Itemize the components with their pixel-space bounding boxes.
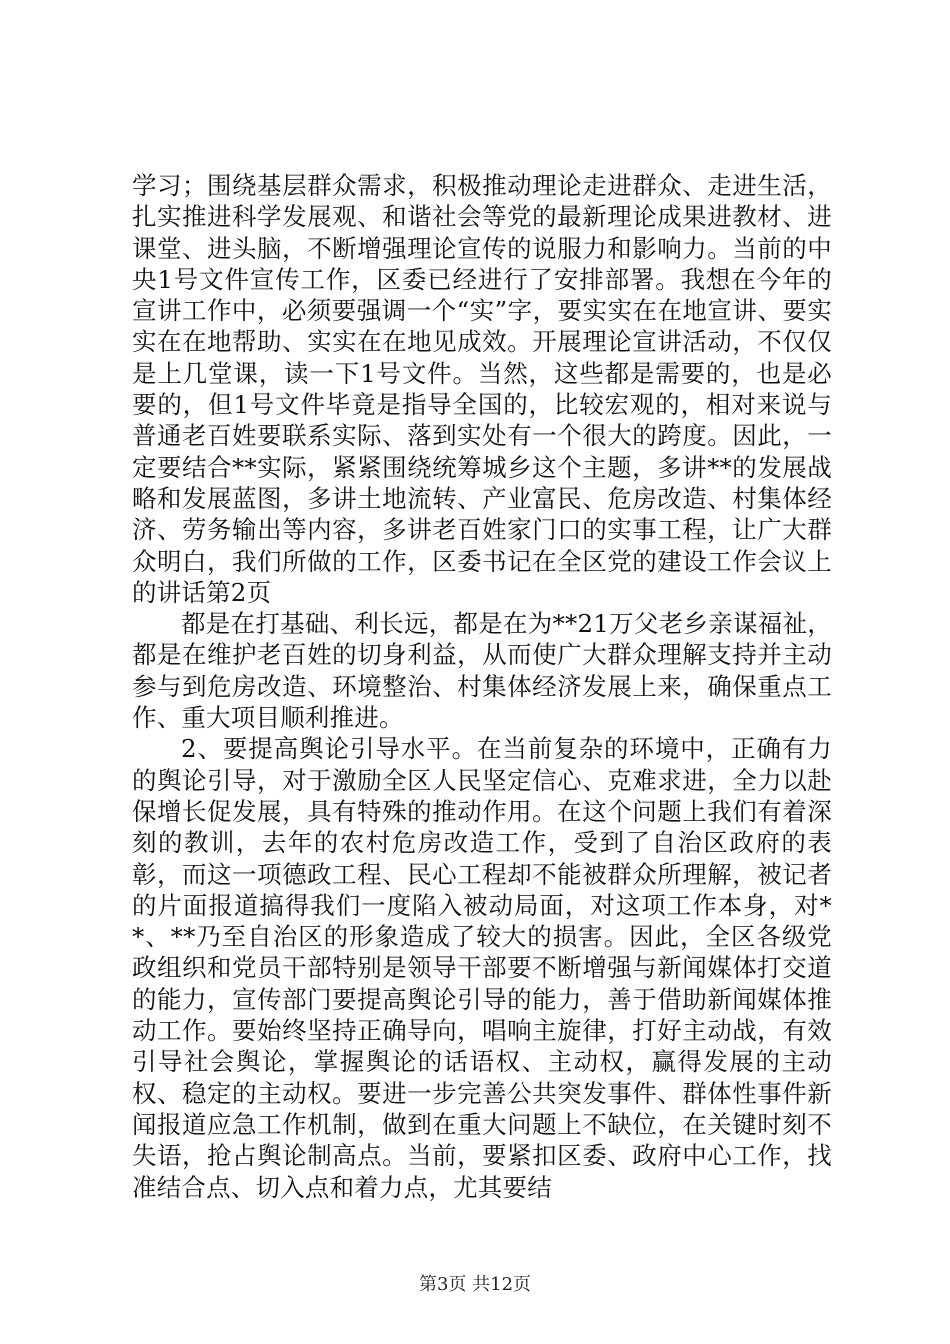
- page-number-footer: 第3页 共12页: [418, 1274, 532, 1295]
- document-body: [132, 170, 832, 1203]
- paragraph: 都是在打基础、利长远，都是在为**21万父老乡亲谋福祉，都是在维护老百姓的切身利益，从而使广大群众理解支持并主动参与到危房改造、环境整治、村集体经济发展上来，确保重点工作、重大项目顺利推进。: [132, 609, 832, 733]
- paragraph-continued: 学习；围绕基层群众需求，积极推动理论走进群众、走进生活，扎实推进科学发展观、和谐社会等党的最新理论成果进教材、进课堂、进头脑，不断增强理论宣传的说服力和影响力。当前的中央1号文件宣传工作，区委已经进行了安排部署。我想在今年的宣讲工作中，必须要强调一个“实”字，要实实在在地宣讲、要实实在在地帮助、实实在在地见成效。开展理论宣讲活动，不仅仅是上几堂课，读一下1号文件。当然，这些都是需要的，也是必要的，但1号文件毕竟是指导全国的，比较宏观的，相对来说与普通老百姓要联系实际、落到实处有一个很大的跨度。因此，一定要结合**实际，紧紧围绕统筹城乡这个主题，多讲**的发展战略和发展蓝图，多讲土地流转、产业富民、危房改造、村集体经济、劳务输出等内容，多讲老百姓家门口的实事工程，让广大群众明白，我们所做的工作，区委书记在全区党的建设工作会议上的讲话第2页: [132, 171, 832, 607]
- paragraph: 2、要提高舆论引导水平。在当前复杂的环境中，正确有力的舆论引导，对于激励全区人民坚定信心、克难求进，全力以赴保增长促发展，具有特殊的推动作用。在这个问题上我们有着深刻的教训，去年的农村危房改造工作，受到了自治区政府的表彰，而这一项德政工程、民心工程却不能被群众所理解，被记者的片面报道搞得我们一度陷入被动局面，对这项工作本身，对**、**乃至自治区的形象造成了较大的损害。因此，全区各级党政组织和党员干部特别是领导干部要不断增强与新闻媒体打交道的能力，宣传部门要提高舆论引导的能力，善于借助新闻媒体推动工作。要始终坚持正确导向，唱响主旋律，打好主动战，有效引导社会舆论，掌握舆论的话语权、主动权，赢得发展的主动权、稳定的主动权。要进一步完善公共突发事件、群体性事件新闻报道应急工作机制，做到在重大问题上不缺位，在关键时刻不失语，抢占舆论制高点。当前，要紧扣区委、政府中心工作，找准结合点、切入点和着力点，尤其要结: [132, 734, 832, 1202]
